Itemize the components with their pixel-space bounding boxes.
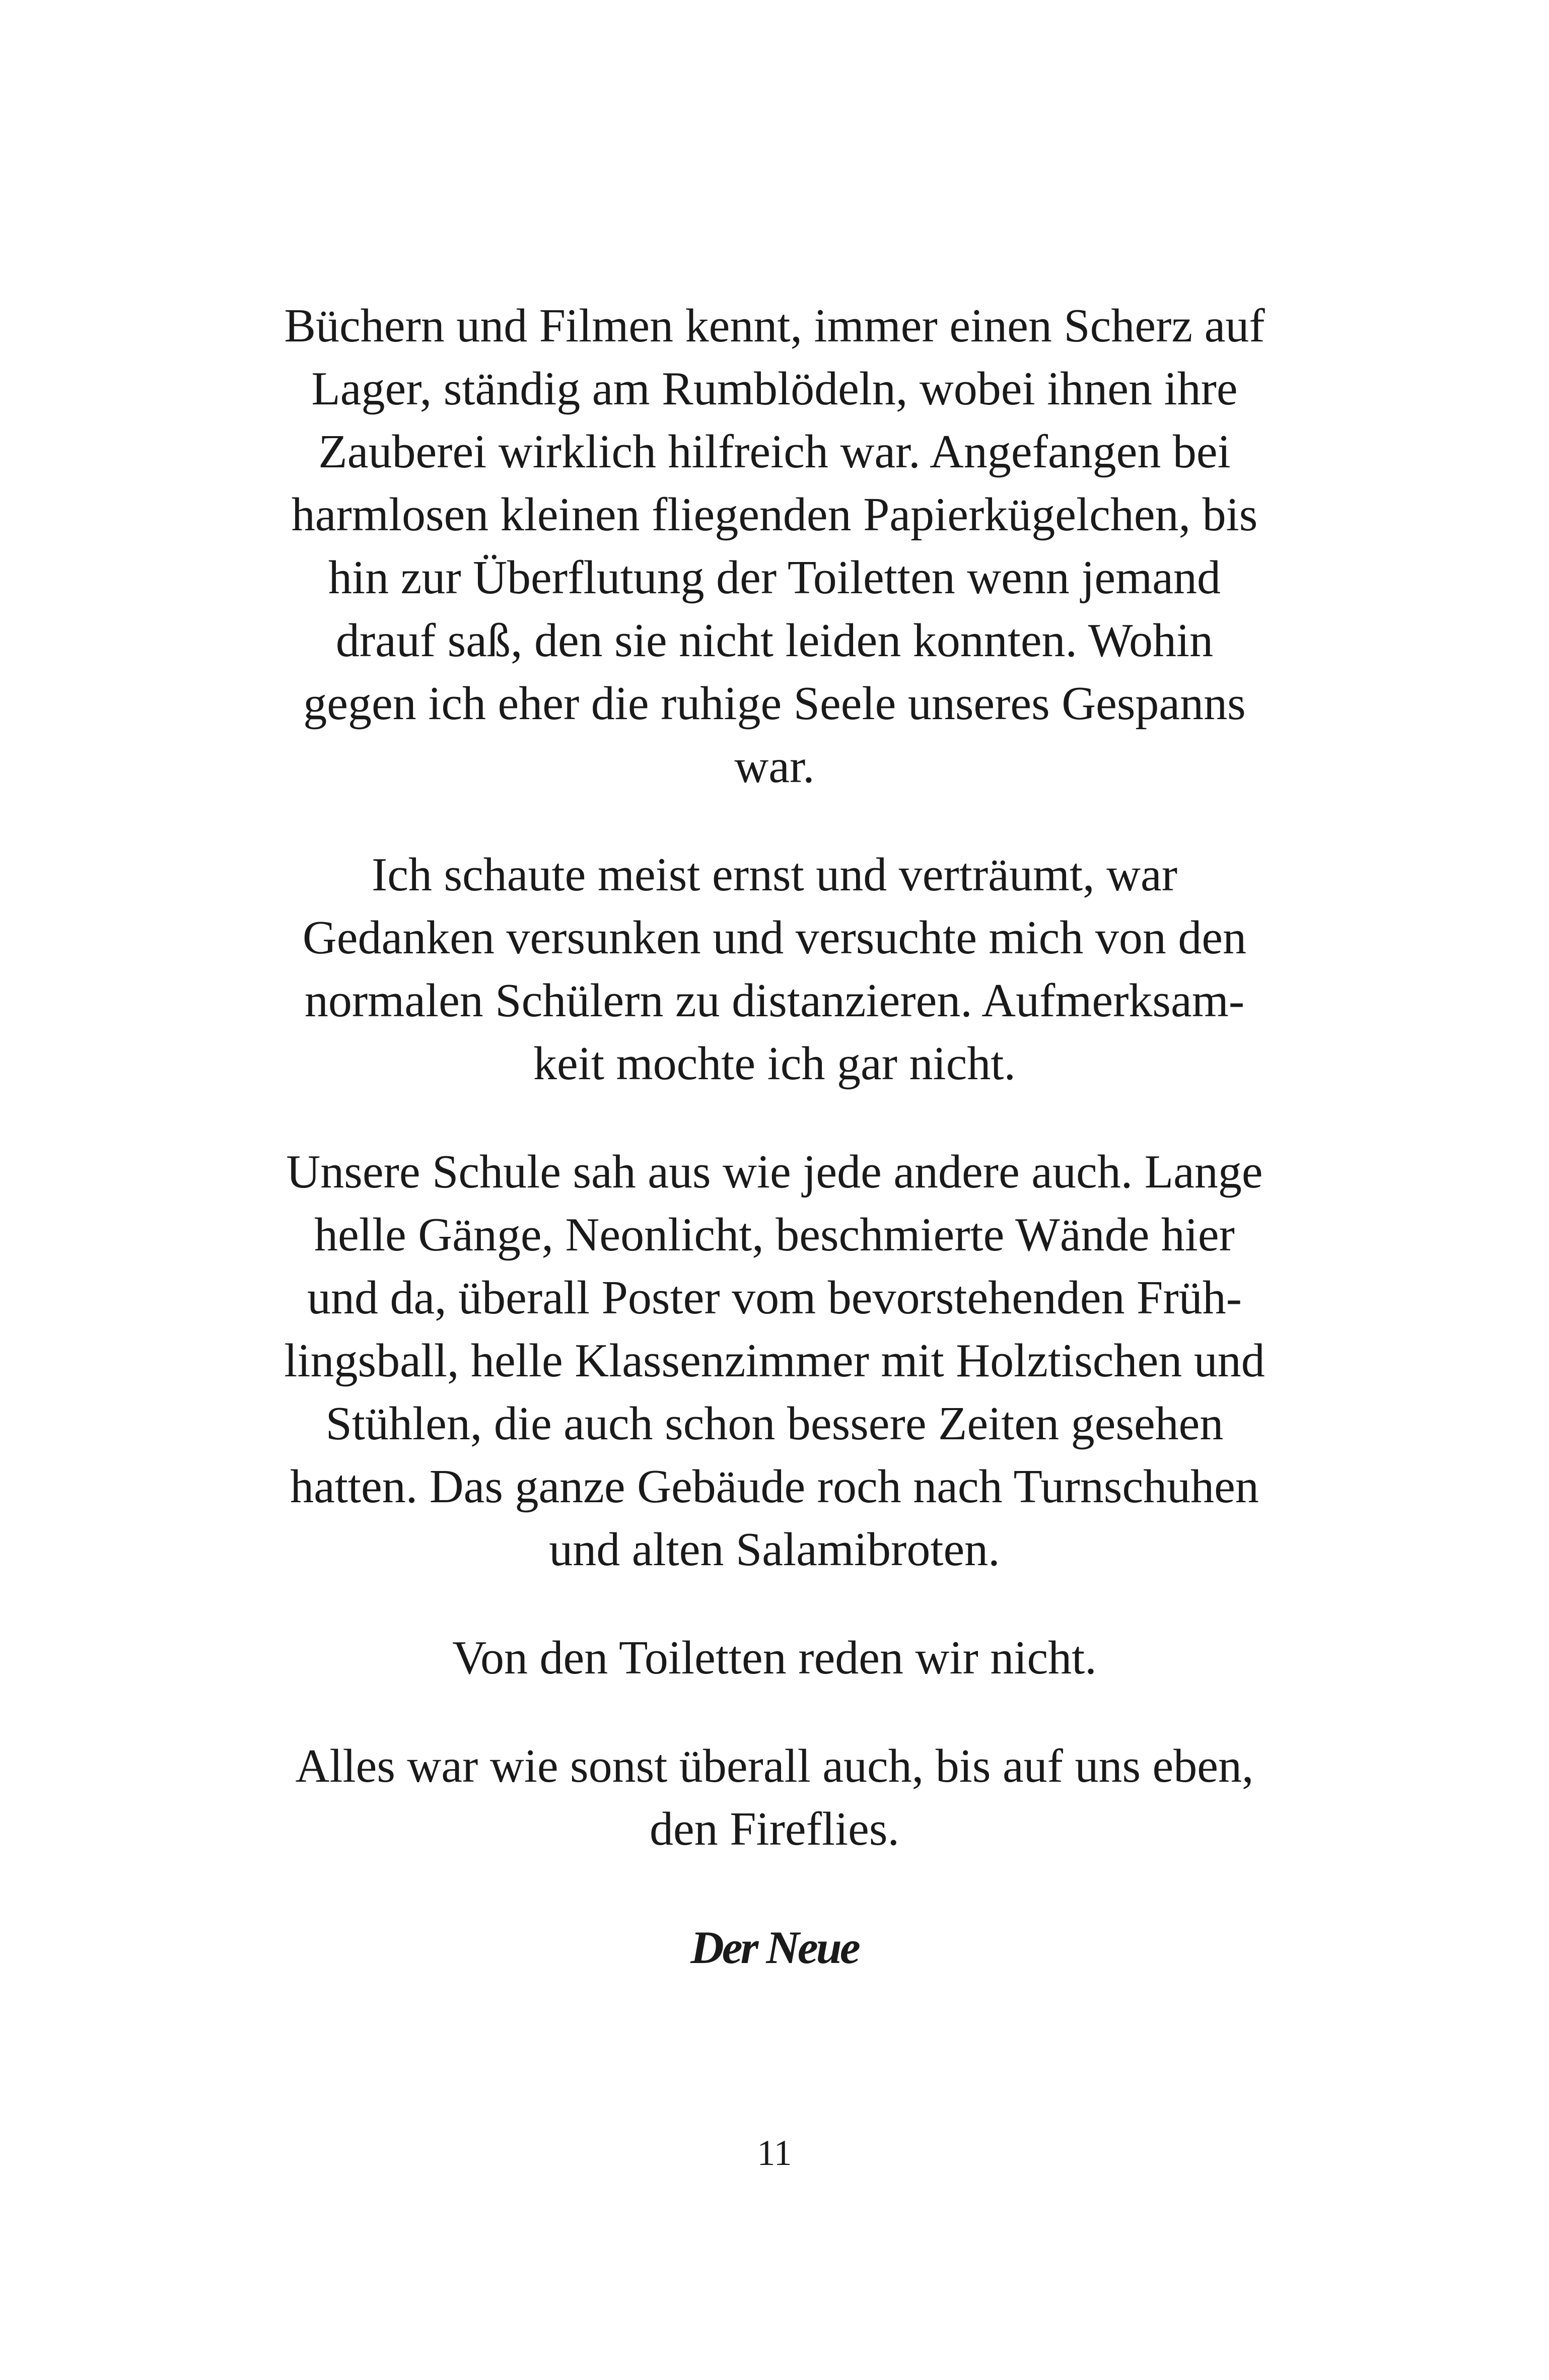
paragraph-5 (242, 1735, 1307, 1861)
paragraph-4 (242, 1627, 1307, 1690)
text-line: normalen Schülern zu distanzieren. Aufmerksam- (304, 974, 1245, 1027)
text-line: Zauberei wirklich hilfreich war. Angefangen bei (318, 426, 1231, 478)
text-line: den Fireflies. (650, 1803, 899, 1855)
page-number: 11 (757, 2133, 792, 2173)
text-line: und alten Salamibroten. (549, 1523, 1000, 1576)
text-line: helle Gänge, Neonlicht, beschmierte Wände hier (314, 1209, 1235, 1261)
paragraph-2 (242, 844, 1307, 1095)
text-line: Lager, ständig am Rumblödeln, wobei ihnen ihre (311, 363, 1238, 415)
text-line: hin zur Überflutung der Toiletten wenn jemand (328, 551, 1221, 604)
text-line: lingsball, helle Klassenzimmer mit Holztischen und (284, 1335, 1265, 1387)
text-line: Büchern und Filmen kennt, immer einen Scherz auf (284, 300, 1265, 352)
text-line: gegen ich eher die ruhige Seele unseres Gespanns (303, 677, 1246, 730)
paragraph-3 (242, 1141, 1307, 1581)
paragraph-spacer (242, 1690, 1307, 1735)
text-line: und da, überall Poster vom bevorstehenden Früh- (307, 1272, 1242, 1324)
text-line: war. (734, 740, 815, 793)
text-line: Von den Toiletten reden wir nicht. (452, 1632, 1097, 1684)
text-line: drauf saß, den sie nicht leiden konnten. Wohin (335, 614, 1214, 667)
paragraph-spacer (242, 798, 1307, 844)
paragraph-spacer (242, 1095, 1307, 1141)
text-line: Unsere Schule sah aus wie jede andere auch. Lange (286, 1146, 1263, 1198)
text-line: hatten. Das ganze Gebäude roch nach Turnschuhen (290, 1460, 1259, 1513)
text-line: Stühlen, die auch schon bessere Zeiten gesehen (325, 1397, 1224, 1450)
text-line: keit mochte ich gar nicht. (533, 1037, 1016, 1090)
text-line: Ich schaute meist ernst und verträumt, war (371, 849, 1178, 901)
paragraph-1 (242, 295, 1307, 798)
paragraph-spacer (242, 1581, 1307, 1627)
text-line: Gedanken versunken und versuchte mich von den (302, 912, 1247, 964)
text-line: Alles war wie sonst überall auch, bis auf uns eben, (295, 1740, 1254, 1792)
text-line: harmlosen kleinen fliegenden Papierkügelchen, bis (291, 488, 1258, 541)
page-body (242, 295, 1307, 1979)
chapter-heading: Der Neue (690, 1922, 859, 1973)
